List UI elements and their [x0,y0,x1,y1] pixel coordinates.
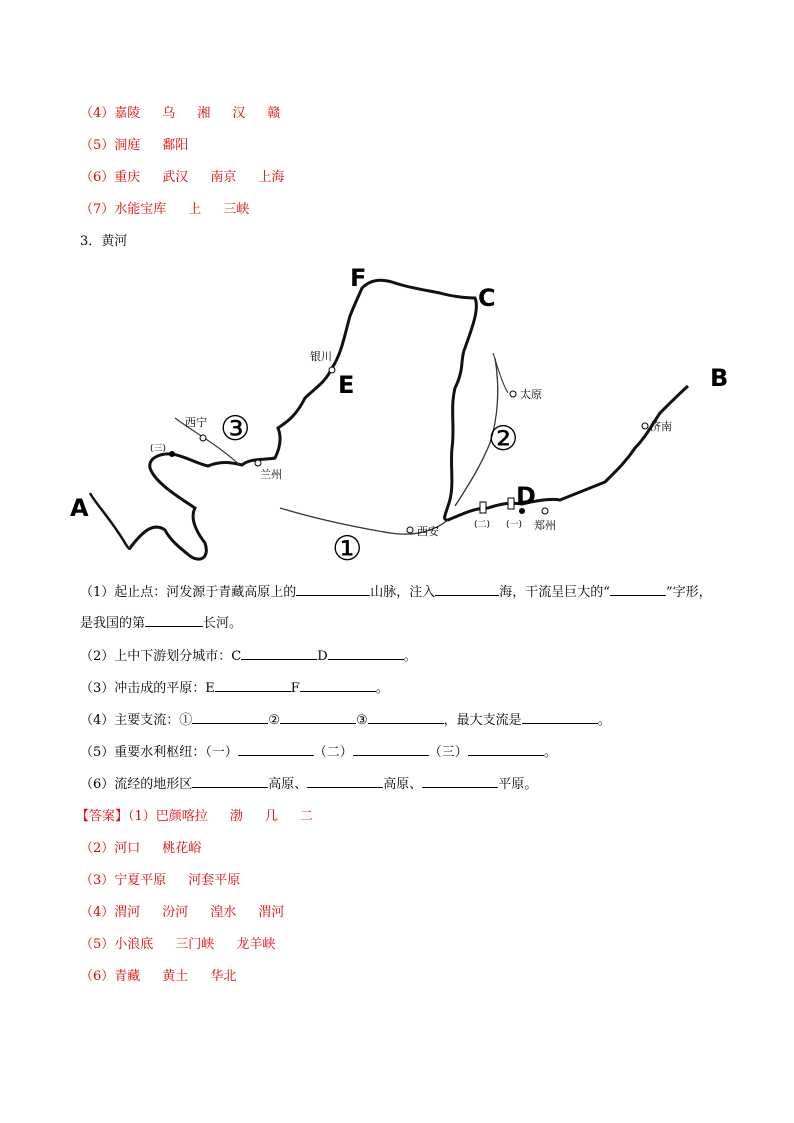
prev-answer-item: 上海 [258,170,285,185]
city-label-taiyuan: 太原 [520,388,542,401]
answer-blank[interactable] [368,711,444,724]
map-label-d: D [516,482,536,510]
question-6: （6）流经的地形区 高原、 高原、 平原。 [80,777,538,792]
prev-answer-item: 汉 [232,106,246,121]
dam-label-1: (一) [506,520,523,530]
answer-blank[interactable] [522,711,598,724]
answer-blank[interactable] [192,775,268,788]
question-2: （2）上中下游划分城市：C D 。 [80,649,417,664]
answer-blank[interactable] [353,743,429,756]
prev-answer-num: （7） [80,202,115,217]
map-label-f: F [350,264,367,292]
answer-blank[interactable] [145,614,203,627]
prev-answer-item: 武汉 [162,170,189,185]
tributary-fen-upper [493,353,508,393]
prev-answer-item: 嘉陵 [114,106,141,121]
question-3: （3）冲击成的平原：E F 。 [80,681,389,696]
point-dot-dam3 [169,451,175,457]
prev-answer-4 [80,102,302,121]
answer-blank[interactable] [610,583,666,596]
answer-6: （6）青藏 黄土 华北 [80,969,237,984]
city-dot-yinchuan [329,367,335,373]
river-source [90,493,130,549]
answer-blank[interactable] [468,743,544,756]
answer-blank[interactable] [238,743,314,756]
prev-answer-item: 水能宝库 [114,202,167,217]
city-label-jinan: 济南 [650,420,672,433]
prev-answer-item: 乌 [162,106,176,121]
question-5: （5）重要水利枢纽：（一） （二） （三） 。 [80,745,557,760]
city-dot-jinan [642,423,648,429]
city-dot-lanzhou [255,460,261,466]
section-title: 3．黄河 [80,234,128,249]
yellow-river-mainstream [130,280,688,559]
answer-5: （5）小浪底 三门峡 龙羊峡 [80,937,276,952]
city-dot-xian [407,527,413,533]
answer-blank[interactable] [192,711,268,724]
dam-marker-2 [480,502,486,513]
prev-answer-item: 洞庭 [114,138,141,153]
city-dot-zhengzhou [542,508,548,514]
prev-answer-item: 湘 [197,106,211,121]
answer-blank[interactable] [435,583,499,596]
prev-answer-num: （5） [80,138,115,153]
answer-blank[interactable] [307,775,383,788]
answer-blank[interactable] [241,647,317,660]
city-dot-xining [200,435,206,441]
answer-blank[interactable] [422,775,498,788]
answer-blank[interactable] [280,711,356,724]
prev-answer-item: 南京 [210,170,237,185]
prev-answer-6 [80,166,306,185]
city-label-xining: 西宁 [185,416,207,429]
map-label-a: A [70,494,89,522]
answer-4: （4）渭河 汾河 湟水 渭河 [80,905,285,920]
prev-answer-num: （6） [80,170,115,185]
answer-blank[interactable] [300,679,376,692]
city-label-zhengzhou: 郑州 [534,519,556,532]
dam-label-2: (二) [474,520,491,530]
city-label-lanzhou: 兰州 [260,468,282,481]
prev-answer-item: 上 [188,202,202,217]
answer-blank[interactable] [296,583,370,596]
prev-answer-item: 三峡 [223,202,250,217]
prev-answer-7 [80,198,271,217]
answer-blank[interactable] [215,679,291,692]
city-label-xian: 西安 [417,525,439,538]
map-label-c: C [478,284,496,312]
prev-answer-num: （4） [80,106,115,121]
city-label-yinchuan: 银川 [310,350,332,363]
dam-marker-1 [508,498,514,509]
map-label-e: E [338,371,355,399]
prev-answer-5 [80,134,210,153]
answer-2: （2）河口 桃花峪 [80,841,202,856]
answer-1: 【答案】（1）巴颜喀拉 渤 几 二 [76,809,313,824]
prev-answer-item: 鄱阳 [162,138,189,153]
map-label-t3: ③ [220,409,251,449]
answer-blank[interactable] [328,647,404,660]
question-4: （4）主要支流：① ② ③ ，最大支流是 。 [80,713,611,728]
answer-3: （3）宁夏平原 河套平原 [80,873,241,888]
prev-answer-item: 赣 [267,106,281,121]
map-label-t2: ② [488,419,519,459]
answer-tag: 【答案】 [76,809,129,824]
yellow-river-map [70,258,740,578]
prev-answer-item: 重庆 [114,170,141,185]
question-1: （1）起止点：河发源于青藏高原上的 山脉，注入 海，干流呈巨大的“ ”字形， [80,585,712,600]
city-dot-taiyuan [510,391,516,397]
dam-label-3: (三) [150,444,167,454]
question-1-cont: 是我国的第 长河。 [80,616,243,631]
map-label-t1: ① [332,529,363,569]
map-label-b: B [710,364,729,392]
